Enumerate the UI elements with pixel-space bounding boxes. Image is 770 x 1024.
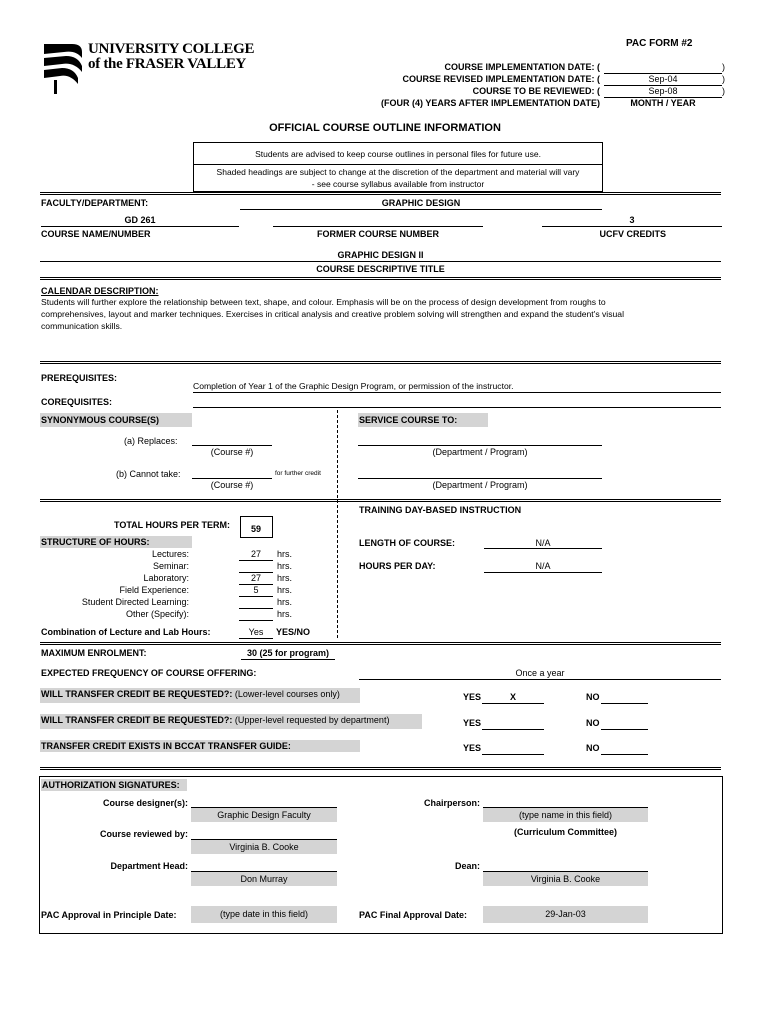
logo-line-2: of the FRASER VALLEY bbox=[88, 56, 247, 72]
review-date-field[interactable]: Sep-08 bbox=[648, 86, 678, 96]
transfer-q2-no-field[interactable] bbox=[601, 718, 648, 729]
course-number-field[interactable]: GD 261 bbox=[124, 215, 156, 225]
hours-row-student-directed bbox=[0, 597, 337, 609]
per-day-field[interactable]: N/A bbox=[535, 561, 551, 571]
calendar-line-2: comprehensives, layout and marker techniques. Exercises in critical analysis and creative problem solving will strengthen and expand the student's visual bbox=[41, 309, 624, 319]
faculty-label: FACULTY/DEPARTMENT: bbox=[41, 198, 149, 208]
total-hours-label: TOTAL HOURS PER TERM: bbox=[114, 520, 231, 530]
revised-date-label: COURSE REVISED IMPLEMENTATION DATE: ( bbox=[402, 74, 600, 84]
length-field[interactable]: N/A bbox=[535, 538, 551, 548]
hours-row-lectures bbox=[0, 549, 337, 561]
calendar-label: CALENDAR DESCRIPTION: bbox=[41, 286, 159, 296]
coreq-label: COREQUISITES: bbox=[41, 397, 113, 407]
ucfv-logo-icon bbox=[42, 42, 86, 96]
combo-options: YES/NO bbox=[276, 627, 311, 637]
lectures-hours-field[interactable]: 27 bbox=[250, 549, 261, 559]
month-year-label: MONTH / YEAR bbox=[630, 98, 696, 108]
dept-head-field[interactable]: Don Murray bbox=[191, 872, 337, 886]
hours-row-label: Student Directed Learning: bbox=[81, 597, 189, 607]
transfer-q2-yes-field[interactable] bbox=[482, 718, 544, 729]
seminar-hours-field[interactable] bbox=[239, 561, 273, 572]
four-years-label: (FOUR (4) YEARS AFTER IMPLEMENTATION DATE) bbox=[381, 98, 600, 108]
authorization-label: AUTHORIZATION SIGNATURES: bbox=[41, 779, 187, 791]
pac-principle-field[interactable]: (type date in this field) bbox=[191, 906, 337, 923]
notice-line-3: - see course syllabus available from instructor bbox=[311, 179, 485, 189]
hours-row-unit: hrs. bbox=[277, 585, 293, 595]
per-day-label: HOURS PER DAY: bbox=[359, 561, 436, 571]
combo-label: Combination of Lecture and Lab Hours: bbox=[41, 627, 211, 637]
replaces-label: (a) Replaces: bbox=[124, 436, 178, 446]
pac-final-field[interactable]: 29-Jan-03 bbox=[483, 906, 648, 923]
designer-field[interactable]: Graphic Design Faculty bbox=[191, 808, 337, 822]
replaces-course-field[interactable]: (Course #) bbox=[210, 447, 254, 457]
hours-row-unit: hrs. bbox=[277, 549, 293, 559]
calendar-line-1: Students will further explore the relationship between text, shape, and colour. Emphasis will be on the process of design development from roughs to bbox=[41, 297, 606, 307]
dean-label: Dean: bbox=[454, 861, 480, 871]
former-course-field[interactable] bbox=[273, 215, 483, 226]
hours-row-seminar bbox=[0, 561, 337, 573]
credits-label: UCFV CREDITS bbox=[599, 229, 666, 239]
transfer-q3-no-field[interactable] bbox=[601, 743, 648, 754]
transfer-q1-note: (Lower-level courses only) bbox=[234, 689, 340, 699]
combo-field[interactable]: Yes bbox=[248, 627, 264, 637]
transfer-q2-label: WILL TRANSFER CREDIT BE REQUESTED?: bbox=[41, 715, 233, 725]
other-hours-field[interactable] bbox=[239, 609, 273, 620]
transfer-q1-yes-field[interactable]: X bbox=[509, 692, 516, 702]
hours-row-field-experience bbox=[0, 585, 337, 597]
pac-final-label: PAC Final Approval Date: bbox=[359, 910, 468, 920]
transfer-q2 bbox=[40, 714, 422, 729]
hours-row-label: Laboratory: bbox=[143, 573, 189, 583]
ucfv-logo bbox=[42, 41, 255, 96]
chair-field[interactable]: (type name in this field) bbox=[483, 808, 648, 822]
transfer-q1-no-field[interactable] bbox=[601, 692, 648, 703]
course-title-label: COURSE DESCRIPTIVE TITLE bbox=[316, 264, 445, 274]
chair-label: Chairperson: bbox=[423, 798, 480, 808]
notice-line-2: Shaded headings are subject to change at the discretion of the department and material will vary bbox=[216, 167, 580, 177]
transfer-q2-note: (Upper-level requested by department) bbox=[234, 715, 390, 725]
hours-row-laboratory bbox=[0, 573, 337, 585]
transfer-q1-yes-label: YES bbox=[463, 692, 482, 702]
frequency-field[interactable]: Once a year bbox=[515, 668, 565, 678]
designer-label: Course designer(s): bbox=[102, 798, 188, 808]
transfer-q3-yes-label: YES bbox=[463, 743, 482, 753]
pac-principle-label: PAC Approval in Principle Date: bbox=[41, 910, 177, 920]
max-enrol-field[interactable]: 30 (25 for program) bbox=[246, 648, 330, 658]
transfer-q3-yes-field[interactable] bbox=[482, 743, 544, 754]
hours-row-other bbox=[0, 609, 337, 621]
transfer-q1-no-label: NO bbox=[586, 692, 600, 702]
notice-box bbox=[193, 142, 603, 192]
transfer-q1 bbox=[40, 688, 360, 703]
committee-label: (Curriculum Committee) bbox=[513, 827, 617, 837]
hours-row-unit: hrs. bbox=[277, 573, 293, 583]
prereq-field[interactable]: Completion of Year 1 of the Graphic Design Program, or permission of the instructor. bbox=[193, 381, 514, 391]
transfer-q3-no-label: NO bbox=[586, 743, 600, 753]
hours-row-label: Seminar: bbox=[152, 561, 189, 571]
hours-row-unit: hrs. bbox=[277, 561, 293, 571]
dept-head-label: Department Head: bbox=[110, 861, 188, 871]
cannot-take-label: (b) Cannot take: bbox=[116, 469, 181, 479]
student-directed-hours-field[interactable] bbox=[239, 597, 273, 608]
impl-date-label: COURSE IMPLEMENTATION DATE: ( bbox=[444, 62, 600, 72]
transfer-q2-yes-label: YES bbox=[463, 718, 482, 728]
training-label: TRAINING DAY-BASED INSTRUCTION bbox=[359, 505, 522, 515]
structure-label: STRUCTURE OF HOURS: bbox=[40, 536, 192, 548]
course-title-field[interactable]: GRAPHIC DESIGN II bbox=[337, 250, 424, 260]
prereq-label: PREREQUISITES: bbox=[41, 373, 118, 383]
review-label: COURSE TO BE REVIEWED: ( bbox=[472, 86, 600, 96]
transfer-q3-label: TRANSFER CREDIT EXISTS IN BCCAT TRANSFER GUIDE: bbox=[40, 740, 360, 752]
total-hours-value: 59 bbox=[251, 524, 262, 534]
service-dept-field-1[interactable]: (Department / Program) bbox=[432, 447, 528, 457]
service-course-label: SERVICE COURSE TO: bbox=[358, 413, 488, 427]
dean-field[interactable]: Virginia B. Cooke bbox=[483, 872, 648, 886]
form-id: PAC FORM #2 bbox=[626, 38, 693, 49]
former-course-label: FORMER COURSE NUMBER bbox=[316, 229, 439, 239]
hours-row-label: Field Experience: bbox=[119, 585, 189, 595]
page-title: OFFICIAL COURSE OUTLINE INFORMATION bbox=[269, 122, 501, 134]
reviewed-label: Course reviewed by: bbox=[99, 829, 188, 839]
course-number-label: COURSE NAME/NUMBER bbox=[41, 229, 151, 239]
transfer-q2-no-label: NO bbox=[586, 718, 600, 728]
length-label: LENGTH OF COURSE: bbox=[359, 538, 455, 548]
laboratory-hours-field[interactable]: 27 bbox=[250, 573, 261, 583]
service-dept-field-2[interactable]: (Department / Program) bbox=[432, 480, 528, 490]
max-enrol-label: MAXIMUM ENROLMENT: bbox=[41, 648, 147, 658]
calendar-line-3: communication skills. bbox=[41, 321, 123, 331]
total-hours-box[interactable] bbox=[240, 516, 273, 538]
synonymous-label: SYNONYMOUS COURSE(S) bbox=[40, 413, 192, 427]
logo-line-1: UNIVERSITY COLLEGE bbox=[88, 41, 255, 57]
hours-row-unit: hrs. bbox=[277, 609, 293, 619]
field-experience-hours-field[interactable]: 5 bbox=[253, 585, 259, 595]
reviewed-field[interactable]: Virginia B. Cooke bbox=[191, 840, 337, 854]
hours-row-unit: hrs. bbox=[277, 597, 293, 607]
transfer-q1-label: WILL TRANSFER CREDIT BE REQUESTED?: bbox=[41, 689, 233, 699]
frequency-label: EXPECTED FREQUENCY OF COURSE OFFERING: bbox=[41, 668, 257, 678]
revised-date-field[interactable]: Sep-04 bbox=[648, 74, 678, 84]
faculty-field[interactable]: GRAPHIC DESIGN bbox=[381, 198, 461, 208]
cannot-take-course-field[interactable]: (Course #) bbox=[210, 480, 254, 490]
credits-field[interactable]: 3 bbox=[629, 215, 635, 225]
notice-line-1: Students are advised to keep course outlines in personal files for future use. bbox=[255, 149, 541, 159]
hours-row-label: Other (Specify): bbox=[125, 609, 189, 619]
hours-row-label: Lectures: bbox=[151, 549, 189, 559]
further-credit-note: for further credit bbox=[275, 470, 321, 477]
